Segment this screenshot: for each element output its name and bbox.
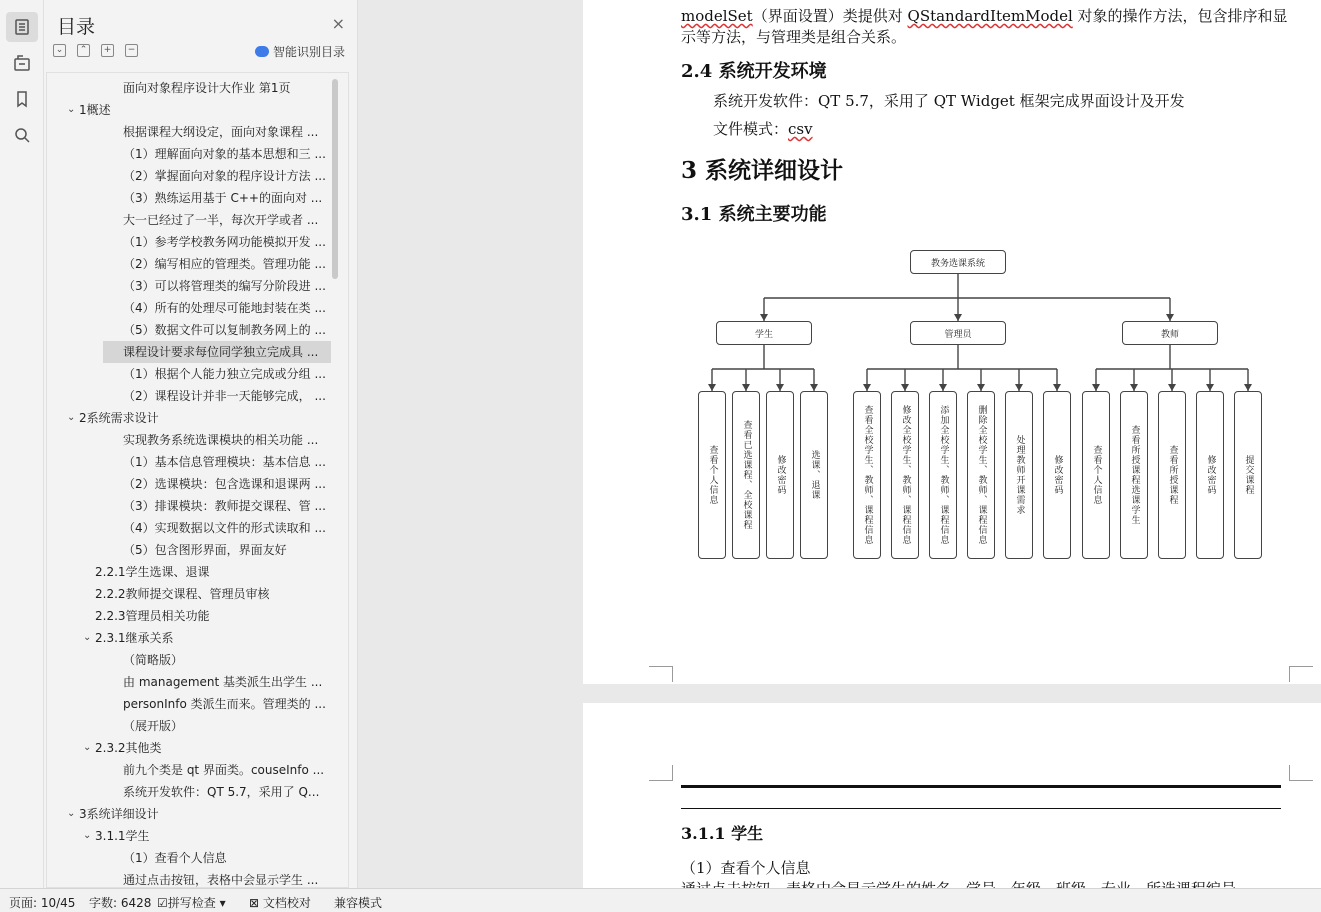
toc-item[interactable]	[47, 209, 337, 231]
toc-item-label: 2.2.2教师提交课程、管理员审核	[95, 587, 270, 601]
toc-item[interactable]	[47, 385, 337, 407]
toc-item[interactable]	[47, 275, 337, 297]
remove-heading-icon[interactable]: −	[125, 44, 138, 57]
toc-item[interactable]	[47, 143, 337, 165]
toc-item[interactable]	[47, 77, 337, 99]
toc-item-label: 大一已经过了一半，每次开学或者 ...	[123, 213, 319, 227]
paragraph-line: 文件模式：csv	[713, 120, 813, 138]
paragraph-line: 示等方法，与管理类是组合关系。	[681, 28, 907, 46]
toc-item[interactable]	[47, 781, 337, 803]
paragraph-line: modelSet（界面设置）类提供对 QStandardItemModel 对象的操作方法，包含排序和显	[681, 7, 1288, 25]
toc-item-label: 由 management 基类派生出学生 ...	[123, 675, 323, 689]
toc-item-label: （2）掌握面向对象的程序设计方法 ...	[123, 169, 326, 183]
diagram-leaf-box	[929, 391, 957, 559]
toc-item-label: （1）根据个人能力独立完成或分组 ...	[123, 367, 326, 381]
diagram-leaf-box	[891, 391, 919, 559]
toc-item[interactable]	[47, 759, 337, 781]
left-icon-rail	[0, 0, 44, 888]
diagram-leaf-box	[800, 391, 828, 559]
toc-item-label: 3.1.1学生	[95, 829, 150, 843]
diagram-leaf-box	[698, 391, 726, 559]
toc-item-label: （1）理解面向对象的基本思想和三 ...	[123, 147, 326, 161]
diagram-leaf-box	[1120, 391, 1148, 559]
toc-item[interactable]	[103, 341, 331, 363]
spell-check-button[interactable]: ☑拼写检查 ▾	[157, 896, 226, 910]
header-rule	[681, 785, 1281, 788]
chevron-down-icon[interactable]: ⌄	[67, 412, 76, 423]
toc-item-label: （展开版）	[123, 719, 184, 733]
toc-item[interactable]	[47, 693, 337, 715]
paragraph-line: 系统开发软件：QT 5.7，采用了 QT Widget 框架完成界面设计及开发	[713, 92, 1185, 110]
toc-item[interactable]	[47, 297, 337, 319]
diagram-group-box: 管理员	[910, 321, 1006, 345]
page-corner-mark	[649, 666, 673, 682]
diagram-root-box: 教务选课系统	[910, 250, 1006, 274]
heading-3-1-1: 3.1.1 学生	[681, 824, 764, 843]
toc-item[interactable]	[47, 319, 337, 341]
page-corner-mark	[1289, 666, 1313, 682]
toc-item[interactable]	[47, 187, 337, 209]
arrow-head	[776, 384, 784, 391]
diagram-leaf-box	[766, 391, 794, 559]
smart-toc-button[interactable]	[255, 43, 345, 60]
toc-item[interactable]	[47, 451, 337, 473]
ai-icon	[255, 46, 269, 57]
arrow-head	[939, 384, 947, 391]
toc-scrollbar[interactable]	[332, 79, 338, 279]
toc-item-label: 3系统详细设计	[79, 807, 159, 821]
toc-item-label: （3）排课模块：教师提交课程、管 ...	[123, 499, 326, 513]
toc-item-label: （4）实现数据以文件的形式读取和 ...	[123, 521, 326, 535]
toc-item-label: 1概述	[79, 103, 111, 117]
diagram-leaf-box	[1234, 391, 1262, 559]
arrow-head	[1206, 384, 1214, 391]
document-view	[359, 0, 1321, 888]
diagram-leaf-box	[732, 391, 760, 559]
arrow-head	[977, 384, 985, 391]
arrow-head	[1130, 384, 1138, 391]
arrow-head	[1092, 384, 1100, 391]
word-count[interactable]: 字数: 6428	[89, 896, 152, 910]
page-corner-mark	[1289, 765, 1313, 781]
chevron-down-icon[interactable]: ⌄	[83, 632, 92, 643]
diagram-leaf-box	[1158, 391, 1186, 559]
diagram-leaf-box	[967, 391, 995, 559]
checkbox-icon: ☑	[157, 896, 168, 910]
diagram-leaf-label: 查看个人信息	[1091, 445, 1102, 505]
toc-item[interactable]	[47, 231, 337, 253]
arrow-head	[901, 384, 909, 391]
diagram-leaf-label: 提交课程	[1243, 455, 1254, 495]
toc-item-label: （5）包含图形界面，界面友好	[123, 543, 287, 557]
arrow-head	[1166, 314, 1174, 321]
toc-item[interactable]	[47, 737, 337, 759]
diagram-leaf-label: 查看所授课程选课学生	[1129, 425, 1140, 525]
diagram-leaf-label: 添加全校学生、教师、课程信息	[938, 405, 949, 545]
proofread-icon: ⊠	[249, 896, 260, 910]
close-icon[interactable]: ×	[331, 14, 345, 33]
toc-item[interactable]	[47, 495, 337, 517]
toc-item[interactable]	[47, 561, 337, 583]
add-heading-icon[interactable]: +	[101, 44, 114, 57]
arrow-head	[760, 314, 768, 321]
smart-toc-label: 智能识别目录	[272, 45, 345, 59]
proofread-button[interactable]: ⊠ 文档校对	[249, 896, 311, 910]
toc-list	[46, 72, 349, 888]
chevron-down-icon[interactable]: ⌄	[67, 808, 76, 819]
toc-item-label: 通过点击按钮，表格中会显示学生 ...	[123, 873, 319, 887]
chevron-down-icon[interactable]: ⌄	[67, 104, 76, 115]
diagram-leaf-box	[1005, 391, 1033, 559]
toc-title: 目录	[57, 16, 96, 38]
toc-item-label: 面向对象程序设计大作业 第1页	[123, 81, 291, 95]
diagram-leaf-label: 选课、退课	[809, 450, 820, 500]
arrow-head	[1244, 384, 1252, 391]
toc-item-label: 实现教务系统选课模块的相关功能 ...	[123, 433, 319, 447]
arrow-head	[1168, 384, 1176, 391]
document-page	[583, 703, 1321, 888]
toc-item-label: （5）数据文件可以复制教务网上的 ...	[123, 323, 326, 337]
status-bar	[0, 888, 1321, 912]
toc-item-label: 前九个类是 qt 界面类。couseInfo ...	[123, 763, 325, 777]
chevron-down-icon[interactable]: ⌄	[83, 830, 92, 841]
toc-item[interactable]	[47, 671, 337, 693]
diagram-leaf-box	[1082, 391, 1110, 559]
chevron-down-icon[interactable]: ⌄	[83, 742, 92, 753]
search-icon[interactable]	[6, 120, 38, 150]
toc-item[interactable]	[47, 99, 337, 121]
collapse-all-icon[interactable]: ⌄	[53, 44, 66, 57]
diagram-leaf-label: 查看全校学生、教师、课程信息	[862, 405, 873, 545]
toc-item[interactable]	[47, 627, 337, 649]
page-corner-mark	[649, 765, 673, 781]
diagram-group-box: 学生	[716, 321, 812, 345]
function-diagram	[691, 244, 1264, 574]
arrow-head	[954, 314, 962, 321]
toc-item[interactable]	[47, 847, 337, 869]
toc-item-label: 根据课程大纲设定，面向对象课程 ...	[123, 125, 319, 139]
diagram-leaf-label: 修改密码	[775, 455, 786, 495]
toc-item-label: （1）基本信息管理模块：基本信息 ...	[123, 455, 326, 469]
header-rule	[681, 808, 1281, 809]
toc-item[interactable]	[47, 825, 337, 847]
toc-item-label: （3）可以将管理类的编写分阶段进 ...	[123, 279, 326, 293]
toc-item[interactable]	[47, 473, 337, 495]
toc-item[interactable]	[47, 583, 337, 605]
arrow-head	[708, 384, 716, 391]
toc-item[interactable]	[47, 407, 337, 429]
toc-item-label: （1）查看个人信息	[123, 851, 227, 865]
toc-item-label: 2.3.1继承关系	[95, 631, 174, 645]
toc-item-label: 课程设计要求每位同学独立完成具 ...	[123, 345, 319, 359]
paragraph-line: （1）查看个人信息	[681, 859, 811, 877]
diagram-leaf-label: 查看所授课程	[1167, 445, 1178, 505]
diagram-leaf-label: 修改密码	[1205, 455, 1216, 495]
toc-panel	[44, 0, 358, 888]
arrow-head	[1015, 384, 1023, 391]
compat-mode-label: 兼容模式	[334, 896, 383, 910]
diagram-leaf-label: 查看个人信息	[707, 445, 718, 505]
toc-item[interactable]	[47, 363, 337, 385]
toc-item-label: 2.2.3管理员相关功能	[95, 609, 210, 623]
toc-item-label: （2）选课模块：包含选课和退课两 ...	[123, 477, 326, 491]
toc-item-label: personInfo 类派生而来。管理类的 ...	[123, 697, 326, 711]
toc-item[interactable]	[47, 539, 337, 561]
toc-item-label: 2.3.2其他类	[95, 741, 162, 755]
arrow-head	[863, 384, 871, 391]
arrow-head	[810, 384, 818, 391]
arrow-head	[742, 384, 750, 391]
nav-pane-icon[interactable]	[6, 48, 38, 78]
toc-item-label: （4）所有的处理尽可能地封装在类 ...	[123, 301, 326, 315]
page-indicator[interactable]: 页面: 10/45	[9, 896, 76, 910]
diagram-leaf-box	[853, 391, 881, 559]
toc-item[interactable]	[47, 649, 337, 671]
diagram-leaf-label: 删除全校学生、教师、课程信息	[976, 405, 987, 545]
toc-item[interactable]	[47, 605, 337, 627]
toc-item[interactable]	[47, 253, 337, 275]
bookmark-icon[interactable]	[6, 84, 38, 114]
toc-item[interactable]	[47, 517, 337, 539]
toc-item-label: （1）参考学校教务网功能模拟开发 ...	[123, 235, 326, 249]
heading-2-4: 2.4 系统开发环境	[681, 61, 827, 82]
toc-item-label: （3）熟练运用基于 C++的面向对 ...	[123, 191, 323, 205]
outline-icon[interactable]	[6, 12, 38, 42]
heading-3: 3 系统详细设计	[681, 157, 844, 184]
diagram-group-box: 教师	[1122, 321, 1218, 345]
toc-item[interactable]	[47, 715, 337, 737]
toc-item-label: （简略版）	[123, 653, 184, 667]
toc-item-label: （2）课程设计并非一天能够完成， ...	[123, 389, 326, 403]
arrow-head	[1053, 384, 1061, 391]
diagram-leaf-label: 修改全校学生、教师、课程信息	[900, 405, 911, 545]
toc-item-label: （2）编写相应的管理类。管理功能 ...	[123, 257, 326, 271]
toc-item[interactable]	[47, 121, 337, 143]
diagram-leaf-label: 修改密码	[1052, 455, 1063, 495]
diagram-leaf-label: 查看已选课程、全校课程	[741, 420, 752, 530]
toc-item[interactable]	[47, 803, 337, 825]
diagram-leaf-box	[1043, 391, 1071, 559]
toc-item-label: 2系统需求设计	[79, 411, 159, 425]
chevron-down-icon: ▾	[215, 896, 226, 910]
toc-item[interactable]	[47, 429, 337, 451]
toc-item-label: 系统开发软件：QT 5.7，采用了 Q...	[123, 785, 320, 799]
toc-item[interactable]	[47, 165, 337, 187]
heading-3-1: 3.1 系统主要功能	[681, 204, 827, 225]
toc-item-label: 2.2.1学生选课、退课	[95, 565, 210, 579]
diagram-leaf-box	[1196, 391, 1224, 559]
document-page	[583, 0, 1321, 684]
expand-all-icon[interactable]: ⌃	[77, 44, 90, 57]
diagram-leaf-label: 处理教师开课需求	[1014, 435, 1025, 515]
